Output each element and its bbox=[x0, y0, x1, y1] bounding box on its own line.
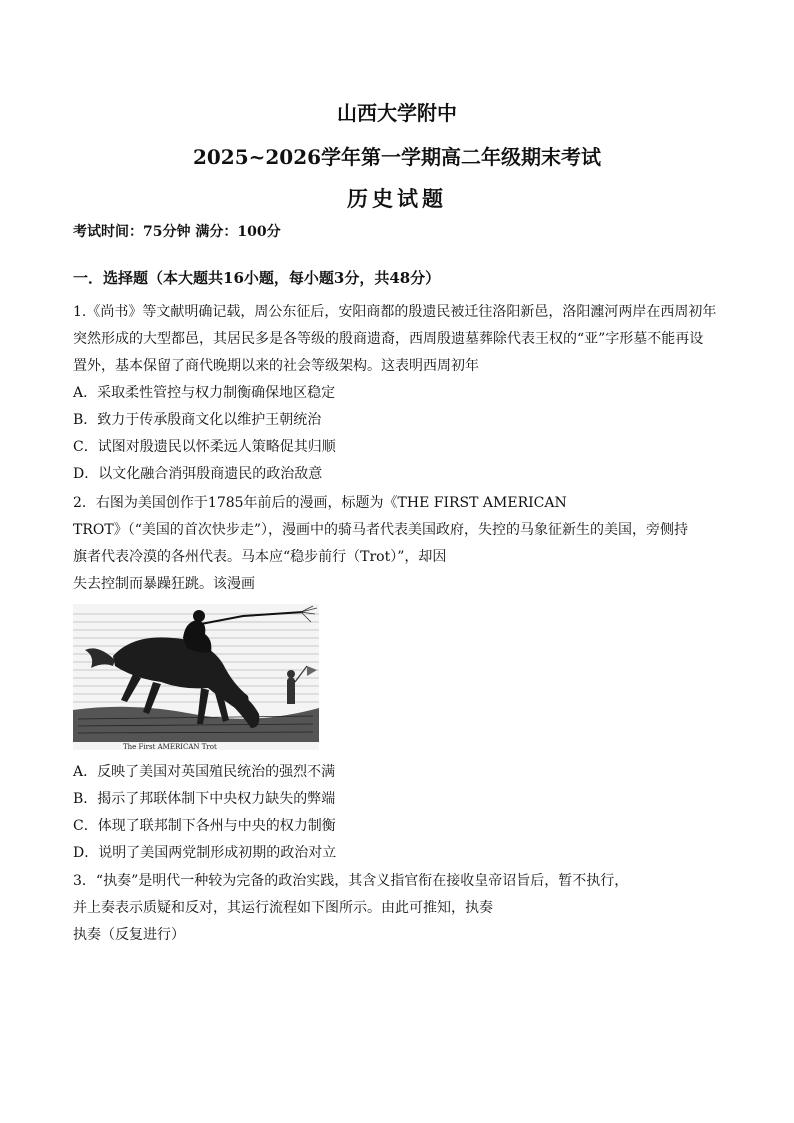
question-1-line: 突然形成的大型都邑，其居民多是各等级的殷商遗裔，西周殷遗墓葬除代表王权的“亚”字形墓不能再设 bbox=[73, 331, 704, 347]
question-2-option-a: A．反映了美国对英国殖民统治的强烈不满 bbox=[73, 764, 336, 780]
cartoon-image bbox=[73, 604, 319, 750]
question-1-option-a: A．采取柔性管控与权力制衡确保地区稳定 bbox=[73, 385, 336, 401]
question-2-line: 2．右图为美国创作于1785年前后的漫画，标题为《THE FIRST AMERICAN bbox=[73, 495, 567, 511]
section-heading: 一．选择题（本大题共16小题，每小题3分，共48分） bbox=[73, 269, 441, 287]
question-3 bbox=[73, 868, 723, 949]
question-2-options bbox=[73, 759, 723, 867]
question-2 bbox=[73, 490, 723, 598]
question-3-flow-label: 执奏（反复进行） bbox=[73, 927, 185, 943]
question-2-line: TROT》（“美国的首次快步走”），漫画中的骑马者代表美国政府，失控的马象征新生的美国，旁侧持 bbox=[73, 522, 689, 538]
exam-meta: 考试时间：75分钟 满分：100分 bbox=[73, 224, 281, 240]
question-2-line: 失去控制而暴躁狂跳。该漫画 bbox=[73, 576, 255, 592]
question-2-line: 旗者代表冷漠的各州代表。马本应“稳步前行（Trot）”，却因 bbox=[73, 549, 447, 565]
question-1-option-b: B．致力于传承殷商文化以维护王朝统治 bbox=[73, 412, 322, 428]
question-1 bbox=[73, 299, 723, 488]
question-2-option-b: B．揭示了邦联体制下中央权力缺失的弊端 bbox=[73, 791, 336, 807]
question-3-line: 并上奏表示质疑和反对，其运行流程如下图所示。由此可推知，执奏 bbox=[73, 900, 493, 916]
cartoon-caption: The First AMERICAN Trot bbox=[123, 743, 217, 750]
question-1-option-c: C．试图对殷遗民以怀柔远人策略促其归顺 bbox=[73, 439, 336, 455]
question-1-line: 置外，基本保留了商代晚期以来的社会等级架构。这表明西周初年 bbox=[73, 358, 479, 374]
question-1-line: 1.《尚书》等文献明确记载，周公东征后，安阳商都的殷遗民被迁往洛阳新邑，洛阳瀍河两岸在西周初年 bbox=[73, 304, 717, 320]
question-2-option-c: C．体现了联邦制下各州与中央的权力制衡 bbox=[73, 818, 336, 834]
question-2-option-d: D．说明了美国两党制形成初期的政治对立 bbox=[73, 845, 337, 861]
exam-title: 2025~2026学年第一学期高二年级期末考试 bbox=[192, 145, 602, 169]
school-name: 山西大学附中 bbox=[337, 101, 457, 125]
question-1-option-d: D．以文化融合消弭殷商遗民的政治敌意 bbox=[73, 466, 323, 482]
question-3-line: 3．“执奏”是明代一种较为完备的政治实践，其含义指官衔在接收皇帝诏旨后，暂不执行， bbox=[73, 873, 629, 889]
subject-title: 历史试题 bbox=[347, 186, 447, 211]
